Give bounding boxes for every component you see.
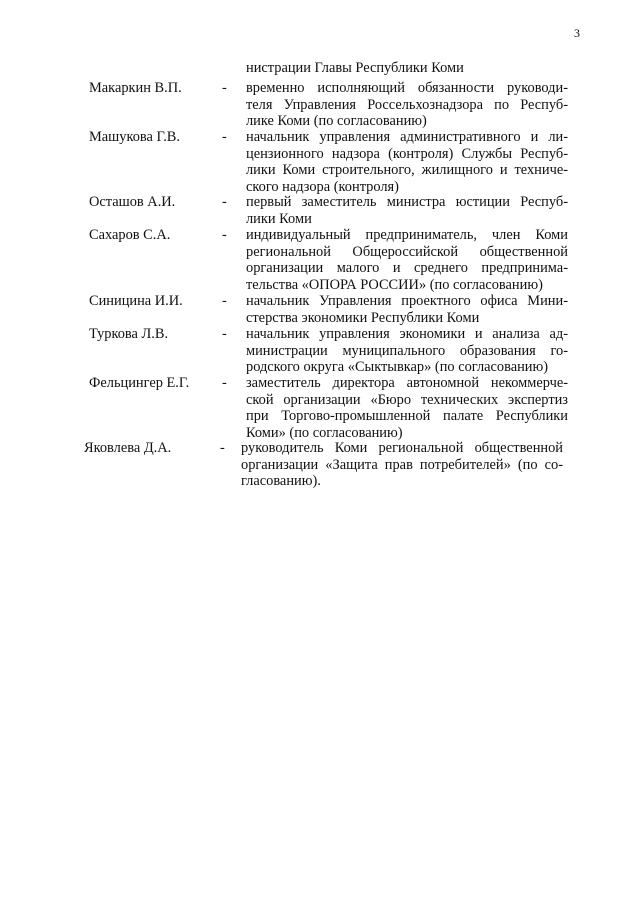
member-name: Синицина И.И. [89,293,183,309]
description-line: министрации муниципального образования го- [246,342,568,359]
member-description [246,129,568,195]
member-dash: - [222,194,227,210]
description-line: тельства «ОПОРА РОССИИ» (по согласованию) [246,276,543,293]
description-line: теля Управления Россельхознадзора по Респуб- [246,96,568,113]
member-dash: - [222,326,227,342]
member-name: Фельцингер Е.Г. [89,375,190,391]
page-number: 3 [574,26,580,40]
description-line: заместитель директора автономной некоммерче- [246,375,568,391]
description-line: лике Коми (по согласованию) [246,113,427,129]
description-line: цензионного надзора (контроля) Службы Респуб- [246,145,568,162]
member-description [246,375,568,441]
member-description [246,194,568,227]
member-description [246,227,568,293]
member-name: Туркова Л.В. [89,326,169,342]
member-description [241,440,563,490]
description-line: ского надзора (контроля) [246,178,399,195]
description-line: временно исполняющий обязанности руководи- [246,80,568,96]
member-dash: - [222,129,227,145]
member-dash: - [222,80,227,96]
member-name: Машукова Г.В. [89,129,180,145]
description-line: организации малого и среднего предпринима- [246,260,568,276]
description-line: Коми» (по согласованию) [246,424,403,441]
description-line: лики Коми строительного, жилищного и техниче- [246,162,568,178]
member-name: Осташов А.И. [89,194,176,210]
description-line: региональной Общероссийской общественной [246,243,568,260]
description-line: первый заместитель министра юстиции Респуб- [246,194,568,210]
description-line: руководитель Коми региональной общественной [241,440,563,456]
description-line: при Торгово-промышленной палате Республики [246,408,568,424]
description-line: гласованию). [241,473,321,489]
description-line: индивидуальный предприниматель, член Коми [246,227,568,243]
description-line: ской организации «Бюро технических экспертиз [246,391,568,408]
description-line: стерства экономики Республики Коми [246,309,480,326]
continuation-line: нистрации Главы Республики Коми [246,60,464,76]
description-line: начальник управления административного и ли- [246,129,568,145]
member-dash: - [222,293,227,309]
description-line: начальник Управления проектного офиса Мини- [246,293,568,309]
member-description [246,326,568,376]
member-description [246,80,568,130]
member-dash: - [222,227,227,243]
description-line: родского округа «Сыктывкар» (по согласованию) [246,359,549,375]
member-description [246,293,568,326]
member-dash: - [220,440,225,456]
member-name: Макаркин В.П. [89,80,182,96]
description-line: организации «Защита прав потребителей» (по со- [241,456,563,473]
description-line: начальник управления экономики и анализа ад- [246,326,568,342]
member-dash: - [222,375,227,391]
member-name: Сахаров С.А. [89,227,171,243]
member-name: Яковлева Д.А. [84,440,172,456]
description-line: лики Коми [246,210,312,227]
